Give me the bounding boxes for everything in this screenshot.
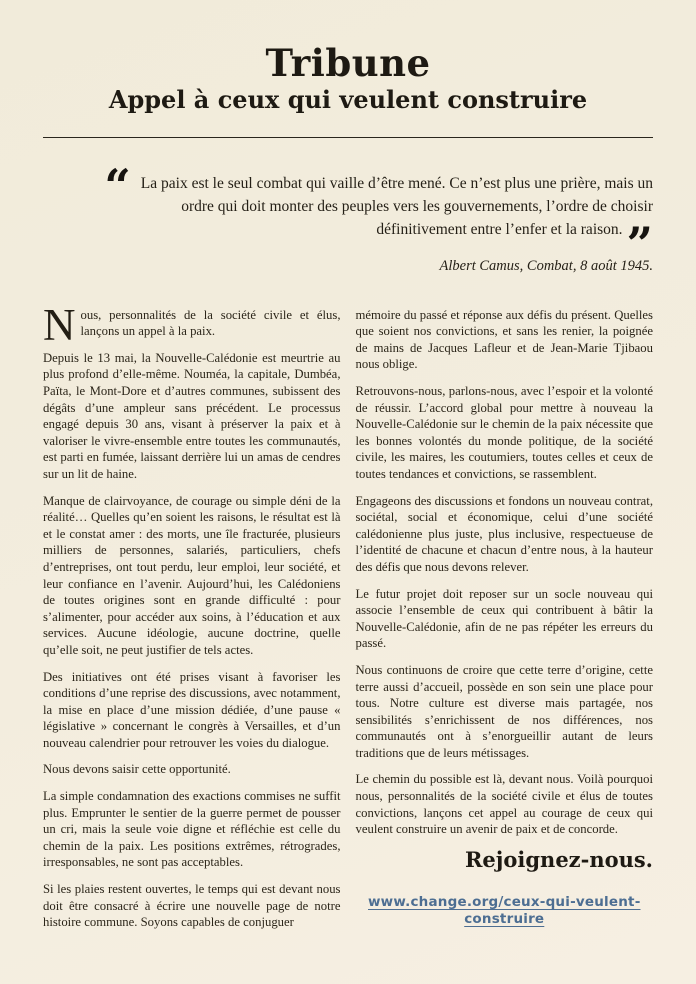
paragraph: Engageons des discussions et fondons un nouveau contrat, sociétal, social et économique, celui d’une société calédonienne plus juste, plus inclusive, respectueuse de l’identité de chacune et chacun d’entre nous, à la hauteur des défis que nous devons relever. — [355, 493, 653, 574]
paragraph: Le futur projet doit reposer sur un socle nouveau qui associe l’ensemble de ceux qui contribuent à bâtir la Nouvelle-Calédonie, afin de ne pas répéter les erreurs du passé. — [355, 586, 653, 651]
page-subtitle: Appel à ceux qui veulent construire — [108, 84, 588, 114]
paragraph: mémoire du passé et réponse aux défis du présent. Quelles que soient nos convictions, et sans les renier, la poignée de mains de Jacques Lafleur et de Jean-Marie Tjibaou nous oblige. — [355, 307, 653, 372]
open-quote-icon: “ — [104, 158, 131, 213]
paragraph: Si les plaies restent ouvertes, le temps qui est devant nous doit être consacré à écrire une nouvelle page de notre histoire commune. Soyons capables de conjuguer — [43, 882, 341, 930]
paragraph: Nous devons saisir cette opportunité. — [43, 762, 231, 777]
left-paragraph-list — [43, 350, 341, 931]
right-paragraph-list — [356, 307, 654, 838]
paragraph: Le chemin du possible est là, devant nous. Voilà pourquoi nous, personnalités de la société civile et élus de toutes convictions, lançons cet appel au courage de ceux qui veulent construire un avenir de paix et de concorde. — [355, 772, 653, 837]
lead-paragraph — [43, 299, 341, 350]
cta-text: Rejoignez-nous. — [464, 846, 653, 872]
quote-body: La paix est le seul combat qui vaille d’être mené. Ce n’est plus une prière, mais un ordre qui doit monter des peuples vers les gouvernements, l’ordre de choisir définitivement entre l’enfer et la raison. — [140, 174, 653, 238]
header — [43, 41, 653, 138]
paragraph: Manque de clairvoyance, de courage ou simple déni de la réalité… Quelles qu’en soient les raisons, le résultat est là et le constat amer : des morts, une île fracturée, plusieurs milliers de personnes, salariés, particuliers, chefs d’entreprises, ont tout perdu, leur emploi, leur société, et leur confiance en l’avenir. Aujourd’hui, les Calédoniens de toutes origines sont en grande difficulté : pour s’alimenter, pour accéder aux soins, à l’éducation et aux services. Aucune idéologie, aucune doctrine, quelle qu’elle soit, ne peut justifier de tels actes. — [43, 493, 341, 657]
paragraph: Des initiatives ont été prises visant à favoriser les conditions d’une reprise des discussions, avec notamment, la mise en place d’une mission dédiée, d’une pause « législative » concernant le congrès à Versailles, et d’un nouveau calendrier pour retrouver les voies du dialogue. — [43, 669, 341, 750]
paragraph: Retrouvons-nous, parlons-nous, avec l’espoir et la volonté de réussir. L’accord global pour mettre à nouveau la Nouvelle-Calédonie sur le chemin de la paix nécessite que les bonnes volontés du monde politique, de la société civile, les maires, les coutumiers, toutes celles et ceux de toutes tendances et convictions, se rassemblent. — [355, 384, 653, 481]
lead-text: ous, personnalités de la société civile et élus, lançons un appel à la paix. — [80, 307, 341, 339]
close-quote-icon: ” — [626, 216, 653, 271]
paragraph: Depuis le 13 mai, la Nouvelle-Calédonie est meurtrie au plus profond d’elle-même. Nouméa, la capitale, Dumbéa, Païta, le Mont-Dore et d’autres communes, subissent des dégâts d’une ampleur sans précédent. Le processus engagé depuis 30 ans, visant à préserver la paix et à valoriser le vivre-ensemble entre toutes les communautés, est parti en fumée, laissant derrière lui un amas de cendres sur un lit de haine. — [43, 350, 341, 481]
petition-link[interactable]: www.change.org/ceux-qui-veulent-construire — [368, 894, 641, 928]
header-rule — [43, 137, 653, 138]
quote-attribution: Albert Camus, Combat, 8 août 1945. — [439, 257, 653, 274]
article-columns — [43, 299, 653, 941]
left-column — [43, 299, 341, 941]
petition-link-wrap — [356, 894, 654, 927]
right-column — [356, 307, 654, 941]
paragraph: Nous continuons de croire que cette terre d’origine, cette terre aussi d’accueil, possède en son sein une place pour tous. Notre culture est diverse mais partagée, nos sensibilités s’enrichissent de nos différences, nos communautés ont à s’enorgueillir autant de leurs traditions que de leurs métissages. — [355, 662, 653, 760]
page-title: Tribune — [265, 41, 431, 85]
drop-cap: N — [43, 299, 76, 350]
quote-block — [91, 158, 653, 275]
paragraph: La simple condamnation des exactions commises ne suffit plus. Emprunter le sentier de la guerre permet de pousser un cri, mais la seule voie digne et réfléchie est celle du chemin de la paix. Les positions extrêmes, rétrogrades, irresponsables, ne sont pas acceptables. — [43, 789, 341, 870]
